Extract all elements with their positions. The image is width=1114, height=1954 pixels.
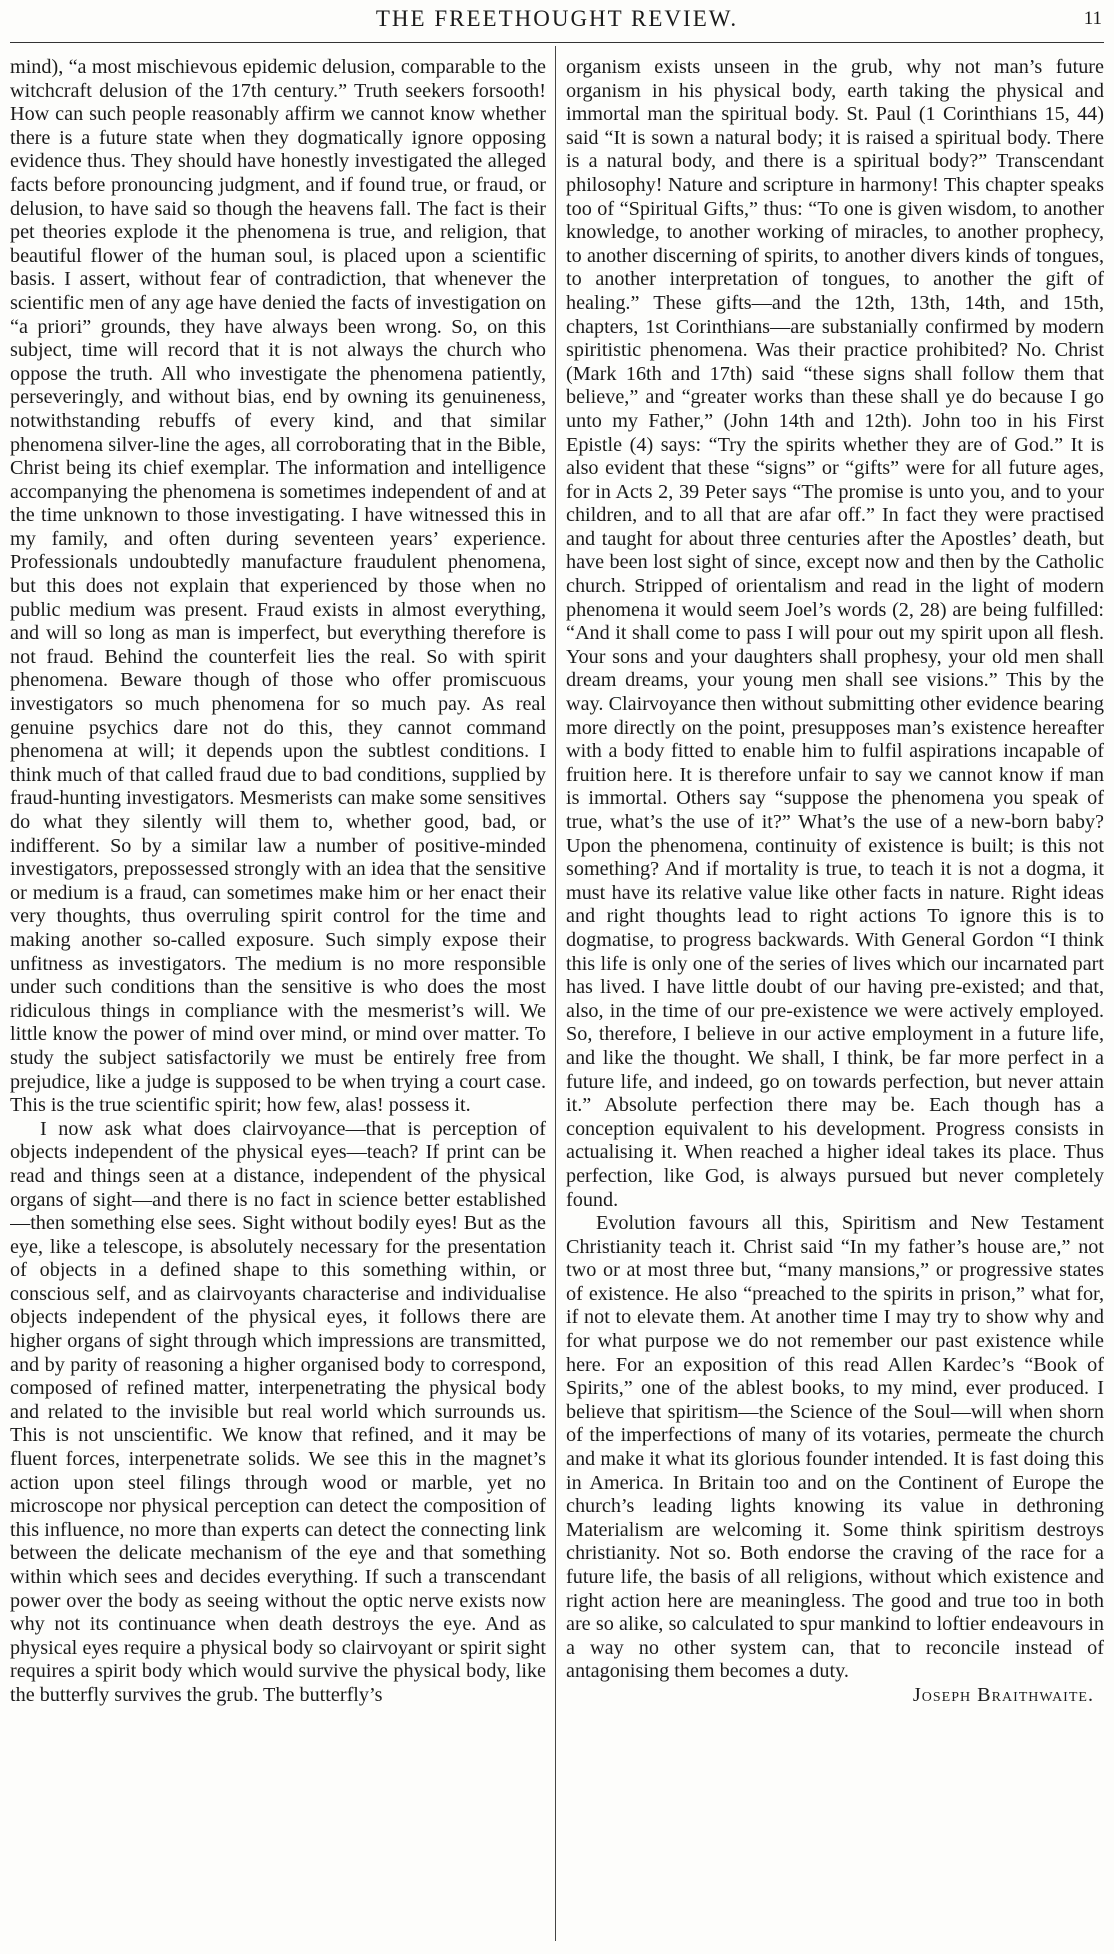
author-signature: Joseph Braithwaite. <box>912 1683 1094 1706</box>
publication-title: THE FREETHOUGHT REVIEW. <box>375 6 739 31</box>
page-number: 11 <box>1083 8 1102 29</box>
paragraph: organism exists unseen in the grub, why not man’s future organism in his physical body, earth taking the physical and immortal man the spiritual body. St. Paul (1 Corinthians 15, 44) said “It is sown a natural body; it is raised a spiritual body. There is a natural body, and there is a spiritual body?” Transcendant philosophy! Nature and scripture in harmony! This chapter speaks too of “Spiritual Gifts,” thus: “To one is given wisdom, to another knowledge, to another working of miracles, to another prophecy, to another discerning of spirits, to another divers kinds of tongues, to another interpretation of tongues, to another the gift of healing.” These gifts—and the 12th, 13th, 14th, and 15th, chapters, 1st Corinthians—are substanially confirmed by modern spiritistic phenomena. Was their practice prohibited? No. Christ (Mark 16th and 17th) said “these signs shall follow them that believe,” and “greater works than these shall ye do because I go unto my Father,” (John 14th and 12th). John too in his First Epistle (4) says: “Try the spirits whether they are of God.” It is also evident that these “signs” or “gifts” were for all future ages, for in Acts 2, 39 Peter says “The promise is unto you, and to your children, and to all that are afar off.” In fact they were practised and taught for about three centuries after the Apostles’ death, but have been lost sight of since, except now and then by the Catholic church. Stripped of orientalism and read in the light of modern phenomena it would seem Joel’s words (2, 28) are being fulfilled: “And it shall come to pass I will pour out my spirit upon all flesh. Your sons and your daughters shall prophesy, your old men shall dream dreams, your young men shall see visions.” This by the way. Clairvoyance then without submitting other evidence bearing more directly on the point, presupposes man’s existence hereafter with a body fitted to enable him to fulfil aspirations incapable of fruition here. It is therefore unfair to say we cannot know if man is immortal. Others say “suppose the phenomena you speak of true, what’s the use of it?” What’s the use of a new-born baby? Upon the phenomena, continuity of existence is built; is this not something? And if mortality is true, to teach it is not a dogma, it must have its relative value like other facts in nature. Right ideas and right thoughts lead to right actions To ignore this is to dogmatise, to progress backwards. With General Gordon “I think this life is only one of the series of lives which our incarnated part has lived. I have little doubt of our having pre-existed; and that, also, in the time of our pre-existence we were actively employed. So, therefore, I believe in our active employment in a future life, and like the thought. We shall, I think, be far more perfect in a future life, and indeed, go on towards perfection, but never attain it.” Absolute perfection there may be. Each though has a conception equivalent to his development. Progress consists in actualising it. When reached a higher ideal takes its place. Thus perfection, like God, is always pursued but never completely found. <box>566 56 1104 1211</box>
paragraph: mind), “a most mischievous epidemic delusion, comparable to the witchcraft delusion of the 17th century.” Truth seekers forsooth! How can such people reasonably affirm we cannot know whether there is a future state when they dogmatically ignore opposing evidence thus. They should have honestly investigated the alleged facts before pronouncing judgment, and if found true, or fraud, or delusion, to have said so though the heavens fall. The fact is their pet theories explode it the phenomena is true, and religion, that beautiful flower of the human soul, is placed upon a scientific basis. I assert, without fear of contradiction, that whenever the scientific men of any age have denied the facts of investigation on “a priori” grounds, they have always been wrong. So, on this subject, time will record that it is not always the church who oppose the truth. All who investigate the phenomena patiently, perseveringly, and without bias, end by owning its genuineness, notwithstanding rebuffs of every kind, and that similar phenomena silver-line the ages, all corroborating that in the Bible, Christ being its chief exemplar. The information and intelligence accompanying the phenomena is sometimes independent of and at the time unknown to those investigating. I have witnessed this in my family, and often during seventeen years’ experience. Professionals undoubtedly manufacture fraudulent phenomena, but this does not explain that experienced by those when no public medium was present. Fraud exists in almost everything, and will so long as man is imperfect, but everything therefore is not fraud. Behind the counterfeit lies the real. So with spirit phenomena. Beware though of those who offer promiscuous investigators so much phenomena for so much pay. As real genuine psychics dare not do this, they cannot command phenomena at will; it depends upon the subtlest conditions. I think much of that called fraud due to bad conditions, supplied by fraud-hunting investigators. Mesmerists can make some sensitives do what they silently will them to, whether good, bad, or indifferent. So by a similar law a number of positive-minded investigators, prepossessed strongly with an idea that the sensitive or medium is a fraud, can sometimes make him or her enact their very thoughts, thus overruling spirit control for the time and making another so-called exposure. Such simply expose their unfitness as investigators. The medium is no more responsible under such conditions than the sensitive is who does the most ridiculous things in compliance with the mesmerist’s will. We little know the power of mind over mind, or mind over matter. To study the subject satisfactorily we must be entirely free from prejudice, like a judge is supposed to be when trying a court case. This is the true scientific spirit; how few, alas! possess it. <box>10 56 546 1117</box>
paragraph: Evolution favours all this, Spiritism and New Testament Christianity teach it. Christ said “In my father’s house are,” not two or at most three but, “many mansions,” or progressive states of existence. He also “preached to the spirits in prison,” what for, if not to elevate them. At another time I may try to show why and for what purpose we do not remember our past existence while here. For an exposition of this read Allen Kardec’s “Book of Spirits,” one of the ablest books, to my mind, ever produced. I believe that spiritism—the Science of the Soul—will when shorn of the imperfections of many of its votaries, permeate the church and make it what its glorious founder intended. It is fast doing this in America. In Britain too and on the Continent of Europe the church’s leading lights knowing its value in dethroning Materialism are welcoming it. Some think spiritism destroys christianity. Not so. Both endorse the craving of the race for a future life, the basis of all religions, without which existence and right action here are meaningless. The good and true too in both are so alike, so calculated to spur mankind to loftier endeavours in a way no other system can, that to reconcile instead of antagonising them becomes a duty. <box>566 1212 1104 1683</box>
page-header <box>10 2 1104 43</box>
left-column <box>10 56 546 1946</box>
paragraph: I now ask what does clairvoyance—that is perception of objects independent of the physical eyes—teach? If print can be read and things seen at a distance, independent of the physical organs of sight—and there is no fact in science better established—then something else sees. Sight without bodily eyes! But as the eye, like a telescope, is absolutely necessary for the presentation of objects in a defined shape to this something within, or conscious self, and as clairvoyants characterise and individualise objects independent of the physical eyes, it follows there are higher organs of sight through which impressions are transmitted, and by parity of reasoning a higher organised body to correspond, composed of refined matter, interpenetrating the physical body and related to the invisible but real world which surrounds us. This is not unscientific. We know that refined, and it may be fluent forces, interpenetrate solids. We see this in the magnet’s action upon steel filings through wood or marble, yet no microscope nor physical perception can detect the composition of this influence, no more than experts can detect the connecting link between the delicate mechanism of the eye and that something within which sees and decides everything. If such a transcendant power over the body as seeing without the optic nerve exists now why not its continuance when death destroys the eye. And as physical eyes require a physical body so clairvoyant or spirit sight requires a spirit body which would survive the physical body, like the butterfly survives the grub. The butterfly’s <box>10 1117 546 1706</box>
column-divider <box>555 46 556 1941</box>
right-column <box>566 56 1104 1946</box>
